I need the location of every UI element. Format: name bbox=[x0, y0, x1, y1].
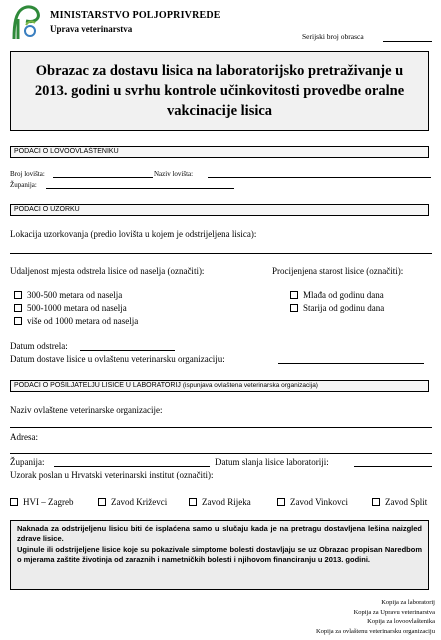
shot-date-field[interactable] bbox=[80, 350, 175, 351]
sample-location-field[interactable] bbox=[10, 253, 432, 254]
distance-option-over-1000[interactable]: više od 1000 metara od naselja bbox=[14, 316, 138, 326]
copy-label-veterinary-directorate: Kopija za Upravu veterinarstva bbox=[353, 608, 435, 616]
serial-number-line[interactable] bbox=[383, 41, 432, 42]
address-label: Adresa: bbox=[10, 432, 38, 442]
send-date-field[interactable] bbox=[354, 466, 432, 467]
copy-label-veterinary-organization: Kopija za ovlaštenu veterinarsku organizaciju bbox=[315, 627, 435, 635]
copies-list bbox=[316, 598, 435, 636]
institute-option-krizevci[interactable]: Zavod Križevci bbox=[98, 497, 167, 507]
form-title: Obrazac za dostavu lisica na laboratorijsko pretraživanje u 2013. godini u svrhu kontrole učinkovitosti provedbe oralne vakcinacije lisica bbox=[34, 63, 405, 119]
distance-label: Udaljenost mjesta odstrela lisice od naselja (označiti): bbox=[10, 266, 205, 276]
hunting-ground-name-label: Naziv lovišta: bbox=[154, 170, 194, 178]
org-name-label: Naziv ovlaštene veterinarske organizacije: bbox=[10, 405, 163, 415]
section-sender-heading: PODACI O POŠILJATELJU LISICE U LABORATORIJ (ispunjava ovlaštena veterinarska organizacija) bbox=[10, 380, 429, 392]
institute-option-rijeka[interactable]: Zavod Rijeka bbox=[189, 497, 251, 507]
age-option-younger[interactable]: Mlađa od godinu dana bbox=[290, 290, 384, 300]
form-title-box bbox=[10, 51, 429, 131]
sent-to-label: Uzorak poslan u Hrvatski veterinarski institut (označiti): bbox=[10, 470, 214, 480]
checkbox[interactable] bbox=[290, 291, 298, 299]
hunter-county-label: Županija: bbox=[10, 181, 37, 189]
delivery-date-label: Datum dostave lisice u ovlaštenu veterinarsku organizaciju: bbox=[10, 354, 225, 364]
checkbox[interactable] bbox=[98, 498, 106, 506]
note-paragraph-1: Naknada za odstrijeljenu lisicu biti će isplaćena samo u slučaju kada je na pretragu dostavljena lešina naizgled zdrave lisice. bbox=[17, 524, 422, 543]
delivery-date-field[interactable] bbox=[278, 363, 424, 364]
hunting-ground-number-field[interactable] bbox=[53, 177, 153, 178]
sender-county-field[interactable] bbox=[54, 466, 210, 467]
distance-option-500-1000[interactable]: 500-1000 metara od naselja bbox=[14, 303, 127, 313]
checkbox[interactable] bbox=[14, 317, 22, 325]
age-label: Procijenjena starost lisice (označiti): bbox=[272, 266, 404, 276]
hunter-county-field[interactable] bbox=[46, 188, 234, 189]
section-hunter-heading: PODACI O LOVOOVLAŠTENIKU bbox=[10, 146, 429, 158]
section-sample-heading: PODACI O UZORKU bbox=[10, 204, 429, 216]
checkbox[interactable] bbox=[14, 291, 22, 299]
department-name: Uprava veterinarstva bbox=[50, 24, 133, 34]
checkbox[interactable] bbox=[372, 498, 380, 506]
address-field[interactable] bbox=[10, 453, 432, 454]
institute-option-hvi-zagreb[interactable]: HVI – Zagreb bbox=[10, 497, 73, 507]
copy-label-hunting-rights-holder: Kopija za lovoovlaštenika bbox=[367, 618, 435, 625]
compensation-note bbox=[10, 520, 429, 590]
checkbox[interactable] bbox=[189, 498, 197, 506]
hunting-ground-name-field[interactable] bbox=[208, 177, 431, 178]
checkbox[interactable] bbox=[10, 498, 18, 506]
shot-date-label: Datum odstrela: bbox=[10, 341, 68, 351]
serial-number-field[interactable] bbox=[302, 32, 364, 41]
hunting-ground-number-label: Broj lovišta: bbox=[10, 170, 45, 178]
note-paragraph-2: Uginule ili odstrijeljene lisice koje su pokazivale simptome bolesti dostavljaju se uz Obrazac propisan Naredbom o mjerama zaštite životinja od zaraznih i nametničkih bolesti i njihovom financiranju u 2013. godini. bbox=[17, 545, 422, 564]
org-name-field[interactable] bbox=[10, 427, 432, 428]
ministry-name: MINISTARSTVO POLJOPRIVREDE bbox=[50, 10, 221, 21]
institute-option-split[interactable]: Zavod Split bbox=[372, 497, 427, 507]
ministry-logo bbox=[8, 5, 42, 41]
distance-option-300-500[interactable]: 300-500 metara od naselja bbox=[14, 290, 122, 300]
sample-location-label: Lokacija uzorkovanja (predio lovišta u kojem je odstrijeljena lisica): bbox=[10, 229, 257, 239]
sender-county-label: Županija: bbox=[10, 457, 45, 467]
institute-option-vinkovci[interactable]: Zavod Vinkovci bbox=[277, 497, 348, 507]
checkbox[interactable] bbox=[14, 304, 22, 312]
age-option-older[interactable]: Starija od godinu dana bbox=[290, 303, 384, 313]
checkbox[interactable] bbox=[277, 498, 285, 506]
send-date-label: Datum slanja lisice laboratoriji: bbox=[215, 457, 329, 467]
serial-number-label: Serijski broj obrasca bbox=[302, 32, 364, 41]
checkbox[interactable] bbox=[290, 304, 298, 312]
copy-label-laboratory: Kopija za laboratorij bbox=[381, 599, 435, 606]
